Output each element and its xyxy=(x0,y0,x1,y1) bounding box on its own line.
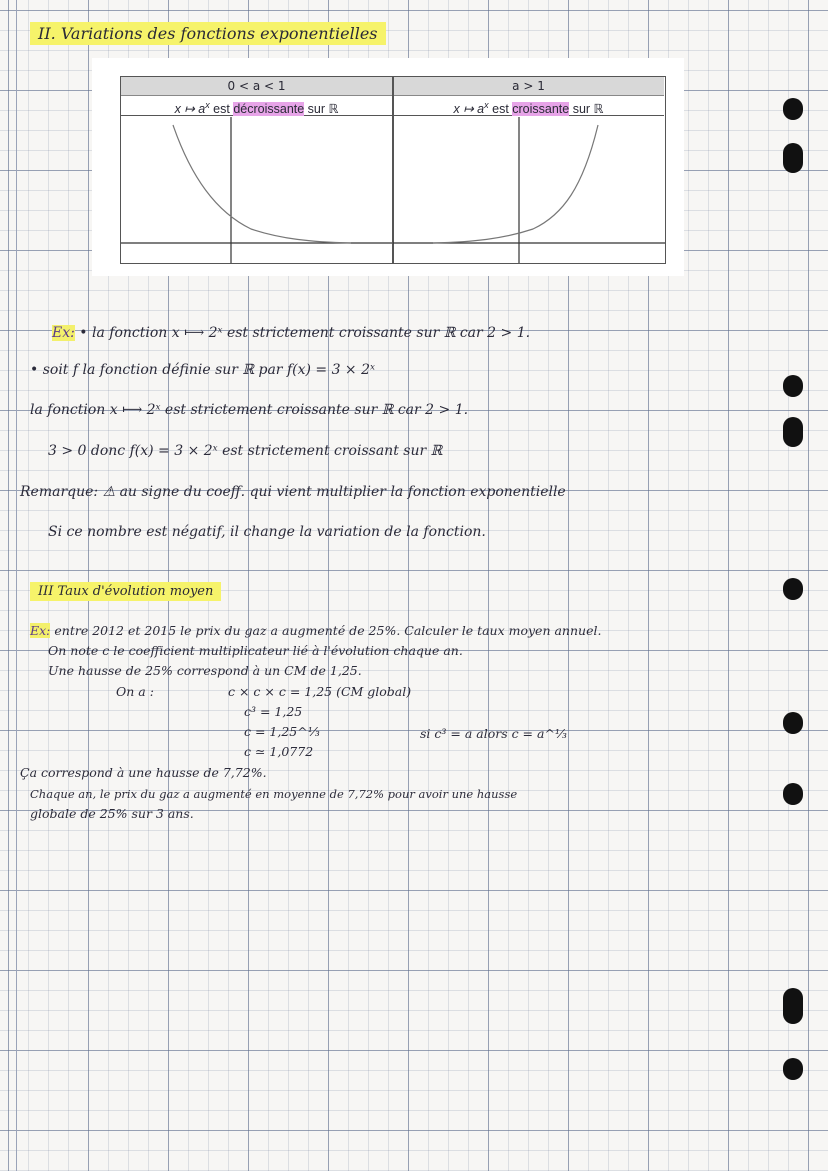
section-2-title: II. Variations des fonctions exponentielles xyxy=(30,22,386,45)
statement-right: x ↦ $a^x$ est croissante sur ℝ xyxy=(393,95,664,116)
example-2-line-3: Une hausse de 25% correspond à un CM de 1,25. xyxy=(48,663,362,678)
section-3-title: III Taux d'évolution moyen xyxy=(30,582,221,601)
equation-4: c ≃ 1,0772 xyxy=(244,744,314,759)
increasing-exponential-graph xyxy=(393,117,665,263)
remark-line-2: Si ce nombre est négatif, il change la variation de la fonction. xyxy=(48,524,486,540)
example-1-line-2: • soit f la fonction définie sur ℝ par f(x) = 3 × 2ˣ xyxy=(30,362,375,378)
binder-hole xyxy=(783,578,803,600)
croissante-highlight: croissante xyxy=(512,102,570,117)
equation-1: c × c × c = 1,25 (CM global) xyxy=(228,684,412,699)
on-a-label: On a : xyxy=(116,684,154,699)
example-1-line-1: Ex: • la fonction x ⟼ 2ˣ est strictement croissante sur ℝ car 2 > 1. xyxy=(52,325,531,341)
decroissante-highlight: décroissante xyxy=(233,102,305,117)
example-2-line-6: globale de 25% sur 3 ans. xyxy=(30,806,194,821)
binder-hole xyxy=(783,417,803,447)
example-1-line-4: 3 > 0 donc f(x) = 3 × 2ˣ est strictement croissant sur ℝ xyxy=(48,443,443,459)
cube-root-note: si c³ = a alors c = a^⅓ xyxy=(420,726,568,741)
binder-hole xyxy=(783,988,803,1024)
condition-right: a > 1 xyxy=(393,77,664,96)
example-label: Ex: xyxy=(30,623,51,638)
margin-line xyxy=(16,0,17,1171)
example-label: Ex: xyxy=(52,325,75,341)
equation-2: c³ = 1,25 xyxy=(244,704,303,719)
exponential-variations-table xyxy=(92,58,684,276)
binder-hole xyxy=(783,98,803,120)
example-2-line-5: Chaque an, le prix du gaz a augmenté en moyenne de 7,72% pour avoir une hausse xyxy=(30,787,518,801)
condition-left: 0 < a < 1 xyxy=(121,77,392,96)
binder-hole xyxy=(783,712,803,734)
binder-hole xyxy=(783,143,803,173)
binder-hole xyxy=(783,783,803,805)
example-2-line-4: Ça correspond à une hausse de 7,72%. xyxy=(20,765,267,780)
remark-line: Remarque: ⚠ au signe du coeff. qui vient multiplier la fonction exponentielle xyxy=(20,484,566,500)
equation-3: c = 1,25^⅓ xyxy=(244,724,320,739)
statement-left: x ↦ $a^x$ est décroissante sur ℝ xyxy=(121,95,392,116)
example-2-line-2: On note c le coefficient multiplicateur lié à l'évolution chaque an. xyxy=(48,643,463,658)
binder-hole xyxy=(783,1058,803,1080)
example-2-line-1: Ex: entre 2012 et 2015 le prix du gaz a augmenté de 25%. Calculer le taux moyen annuel. xyxy=(30,623,602,638)
binder-hole xyxy=(783,375,803,397)
decreasing-exponential-graph xyxy=(121,117,392,263)
example-1-line-3: la fonction x ⟼ 2ˣ est strictement croissante sur ℝ car 2 > 1. xyxy=(30,402,469,418)
